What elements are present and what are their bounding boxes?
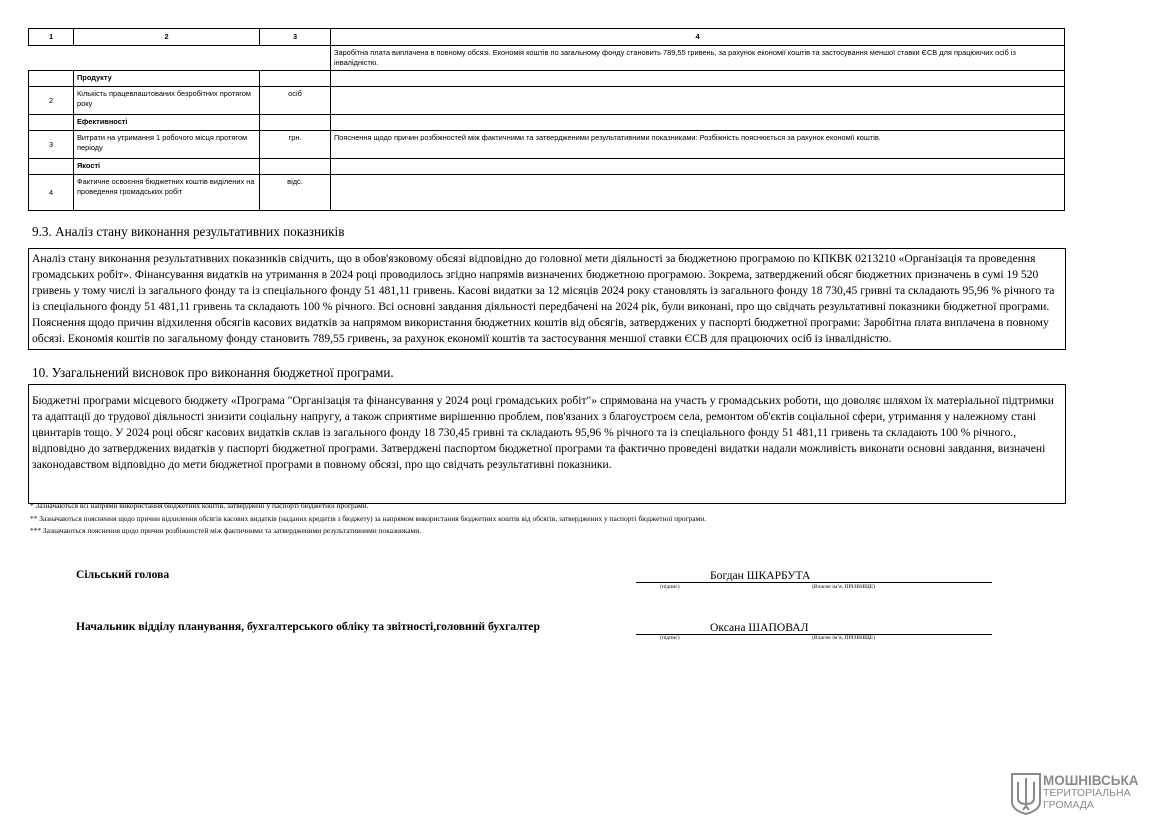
footnotes [30,500,706,538]
section-9-3-title: 9.3. Аналіз стану виконання результативних показників [32,224,345,239]
sign-caption: (підпис) [660,635,680,641]
signatory-name: Оксана ШАПОВАЛ [710,621,809,634]
table-row [29,87,1065,115]
section-10-title: 10. Узагальнений висновок про виконання бюджетної програми. [32,365,394,380]
table-row [29,46,1065,71]
top-note-cell: Заробітна плата виплачена в повному обсязі. Економія коштів по загальному фонду становить 789,55 гривень, за рахунок економії коштів та застосування меншої ставки ЄСВ для працюючих осіб із інвалідністю. [331,46,1065,71]
signature-line [636,568,992,583]
table-row [29,175,1065,211]
section-9-3-text: Аналіз стану виконання результативних показників свідчить, що в обов'язковому обсязі відповідно до головної мети діяльності за бюджетною програмою по КПКВК 0213210 «Організація та проведення громадських робіт». Фінансування видатків на утримання в 2024 році проводилось згідно напрямів визначених бюджетною програмою. Зокрема, затверджений обсяг бюджетних призначень в сумі 19 520 гривень у тому числі із загального фонду та із спеціального фонду 51 481,11 гривень. Касові видатки за 12 місяців 2024 року становлять із загального фонду 18 730,45 гривні та складають 95,96 % річного та із спеціального фонду 51 481,11 гривень та складають 100 % річного. Всі основні завдання діяльності передбачені на 2024 рік, були виконані, про що свідчать результативні показники бюджетної програми. Пояснення щодо причин відхилення обсягів касових видатків за напрямом використання бюджетних коштів від обсягів, затверджених у паспорті бюджетної програми: Заробітна плата виплачена в повному обсязі. Економія коштів по загальному фонду становить 789,55 гривень, за рахунок економії коштів та застосування меншої ставки ЄСВ для працюючих осіб із інвалідністю. [28,248,1066,350]
indicator-note: Пояснення щодо причин розбіжностей між фактичними та затвердженими результативними показниками: Розбіжність пояснюється за рахунок економії коштів. [331,131,1065,159]
name-caption: (Власне ім’я, ПРІЗВИЩЕ) [812,584,876,590]
indicator-note [331,87,1065,115]
footnote: *** Зазначаються пояснення щодо причин розбіжностей між фактичними та затвердженими результативними показниками. [30,526,422,535]
column-header: 2 [74,29,260,46]
column-header: 1 [29,29,74,46]
footnote: * Зазначаються всі напрями використання бюджетних коштів, затверджені у паспорті бюджетної програми. [30,501,369,510]
group-label-efficiency: Ефективності [74,115,260,131]
table-row [29,131,1065,159]
signatory-name: Богдан ШКАРБУТА [710,569,811,582]
watermark-line2: ТЕРИТОРІАЛЬНА [1043,787,1131,799]
indicator-name: Фактичне освоєння бюджетних коштів виділених на проведення громадських робіт [74,175,260,211]
signature-title: Начальник відділу планування, бухгалтерського обліку та звітності,головний бухгалтер [76,620,540,633]
group-label-quality: Якості [74,159,260,175]
row-number: 4 [29,175,74,211]
table-row [29,159,1065,175]
indicator-note [331,175,1065,211]
performance-indicators-table [28,28,1065,211]
column-header: 4 [331,29,1065,46]
name-caption: (Власне ім’я, ПРІЗВИЩЕ) [812,635,876,641]
column-header: 3 [260,29,331,46]
footnote: ** Зазначаються пояснення щодо причин відхилення обсягів касових видатків (наданих кредитів з бюджету) за напрямом використання бюджетних коштів від обсягів, затверджених у паспорті бюджетної програми. [30,513,707,523]
indicator-name: Витрати на утримання 1 робочого місця протягом періоду [74,131,260,159]
row-number: 2 [29,87,74,115]
signature-line [636,620,992,635]
table-row [29,71,1065,87]
group-label-product: Продукту [74,71,260,87]
watermark-line3: ГРОМАДА [1043,798,1094,811]
watermark-line1: МОШНІВСЬКА [1043,773,1139,788]
watermark-text [1043,774,1139,811]
section-10-text: Бюджетні програми місцевого бюджету «Програма "Організація та фінансування у 2024 році громадських робіт"» спрямована на участь у громадських роботи, що доволяє шляхом їх матеріальної підтримки та адаптації до трудової діяльності знизити соціальну напругу, а також сприятиме вирішенню проблем, пов'язаних з благоустроєм села, ремонтом об'єктів соціальної сфери, утримання у належному стані цвинтарів тощо. У 2024 році обсяг касових видатків склав із загального фонду 18 730,45 гривні та складають 95,96 % річного та із спеціального фонду 51 481,11 гривень та складають 100 % річного., відповідно до затверджених видатків у паспорті бюджетної програми. Затверджені паспортом бюджетної програми та фактично проведені видатки надали можливість виконати основні завдання, визначені законодавством відповідно до мети бюджетної програми в повному обсязі, про що свідчать результативні показники. [28,384,1066,504]
sign-caption: (підпис) [660,584,680,590]
row-number: 3 [29,131,74,159]
signature-title: Сільський голова [76,568,170,581]
indicator-unit: осіб [260,87,331,115]
indicator-unit: грн. [260,131,331,159]
table-row [29,115,1065,131]
indicator-unit: відс. [260,175,331,211]
trident-emblem-icon [1010,772,1042,816]
table-header-row [29,29,1065,46]
indicator-name: Кількість працевлаштованих безробітних протягом року [74,87,260,115]
